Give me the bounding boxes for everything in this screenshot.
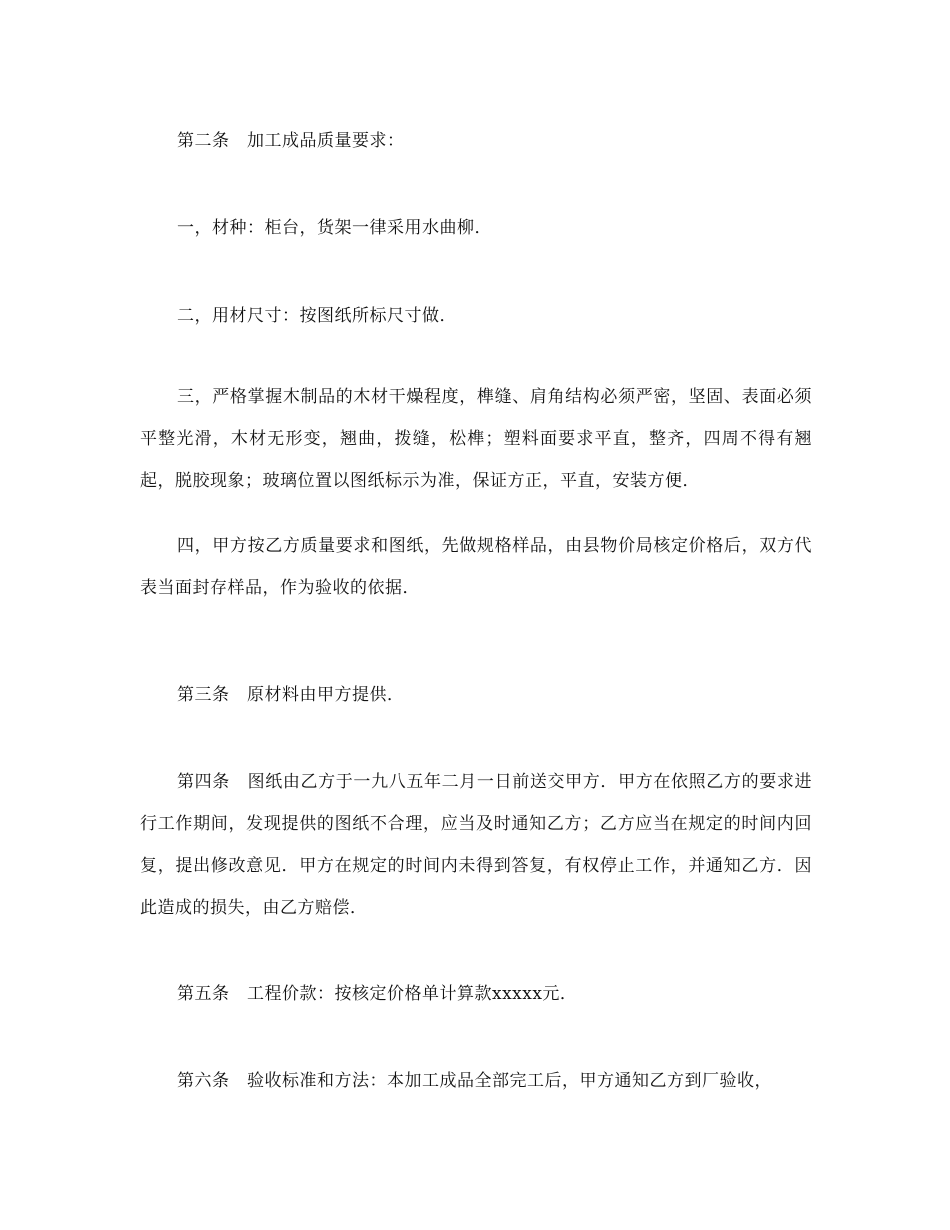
clause-material-size: 二，用材尺寸：按图纸所标尺寸做． <box>177 306 457 326</box>
article-6-acceptance: 第六条 验收标准和方法：本加工成品全部完工后，甲方通知乙方到厂验收， <box>177 1071 772 1091</box>
article-4-drawings: 第四条 图纸由乙方于一九八五年二月一日前送交甲方．甲方在依照乙方的要求进行工作期间，发现提供的图纸不合理，应当及时通知乙方；乙方应当在规定的时间内回复，提出修改意见．甲方在规定的时间内未得到答复，有权停止工作，并通知乙方．因此造成的损失，由乙方赔偿． <box>140 772 812 918</box>
article-3-materials: 第三条 原材料由甲方提供． <box>177 685 405 705</box>
article-2-heading: 第二条 加工成品质量要求： <box>177 131 405 151</box>
clause-material-type: 一，材种：柜台，货架一律采用水曲柳． <box>177 218 492 238</box>
article-5-price: 第五条 工程价款：按核定价格单计算款xxxxx元． <box>177 984 578 1004</box>
clause-quality-requirements: 三，严格掌握木制品的木材干燥程度，榫缝、肩角结构必须严密，坚固、表面必须平整光滑，木材无形变，翘曲，拨缝，松榫；塑料面要求平直，整齐，四周不得有翘起，脱胶现象；玻璃位置以图纸标示为准，保证方正，平直，安装方便． <box>140 387 812 491</box>
clause-sample-approval: 四，甲方按乙方质量要求和图纸，先做规格样品，由县物价局核定价格后，双方代表当面封存样品，作为验收的依据． <box>140 536 812 598</box>
